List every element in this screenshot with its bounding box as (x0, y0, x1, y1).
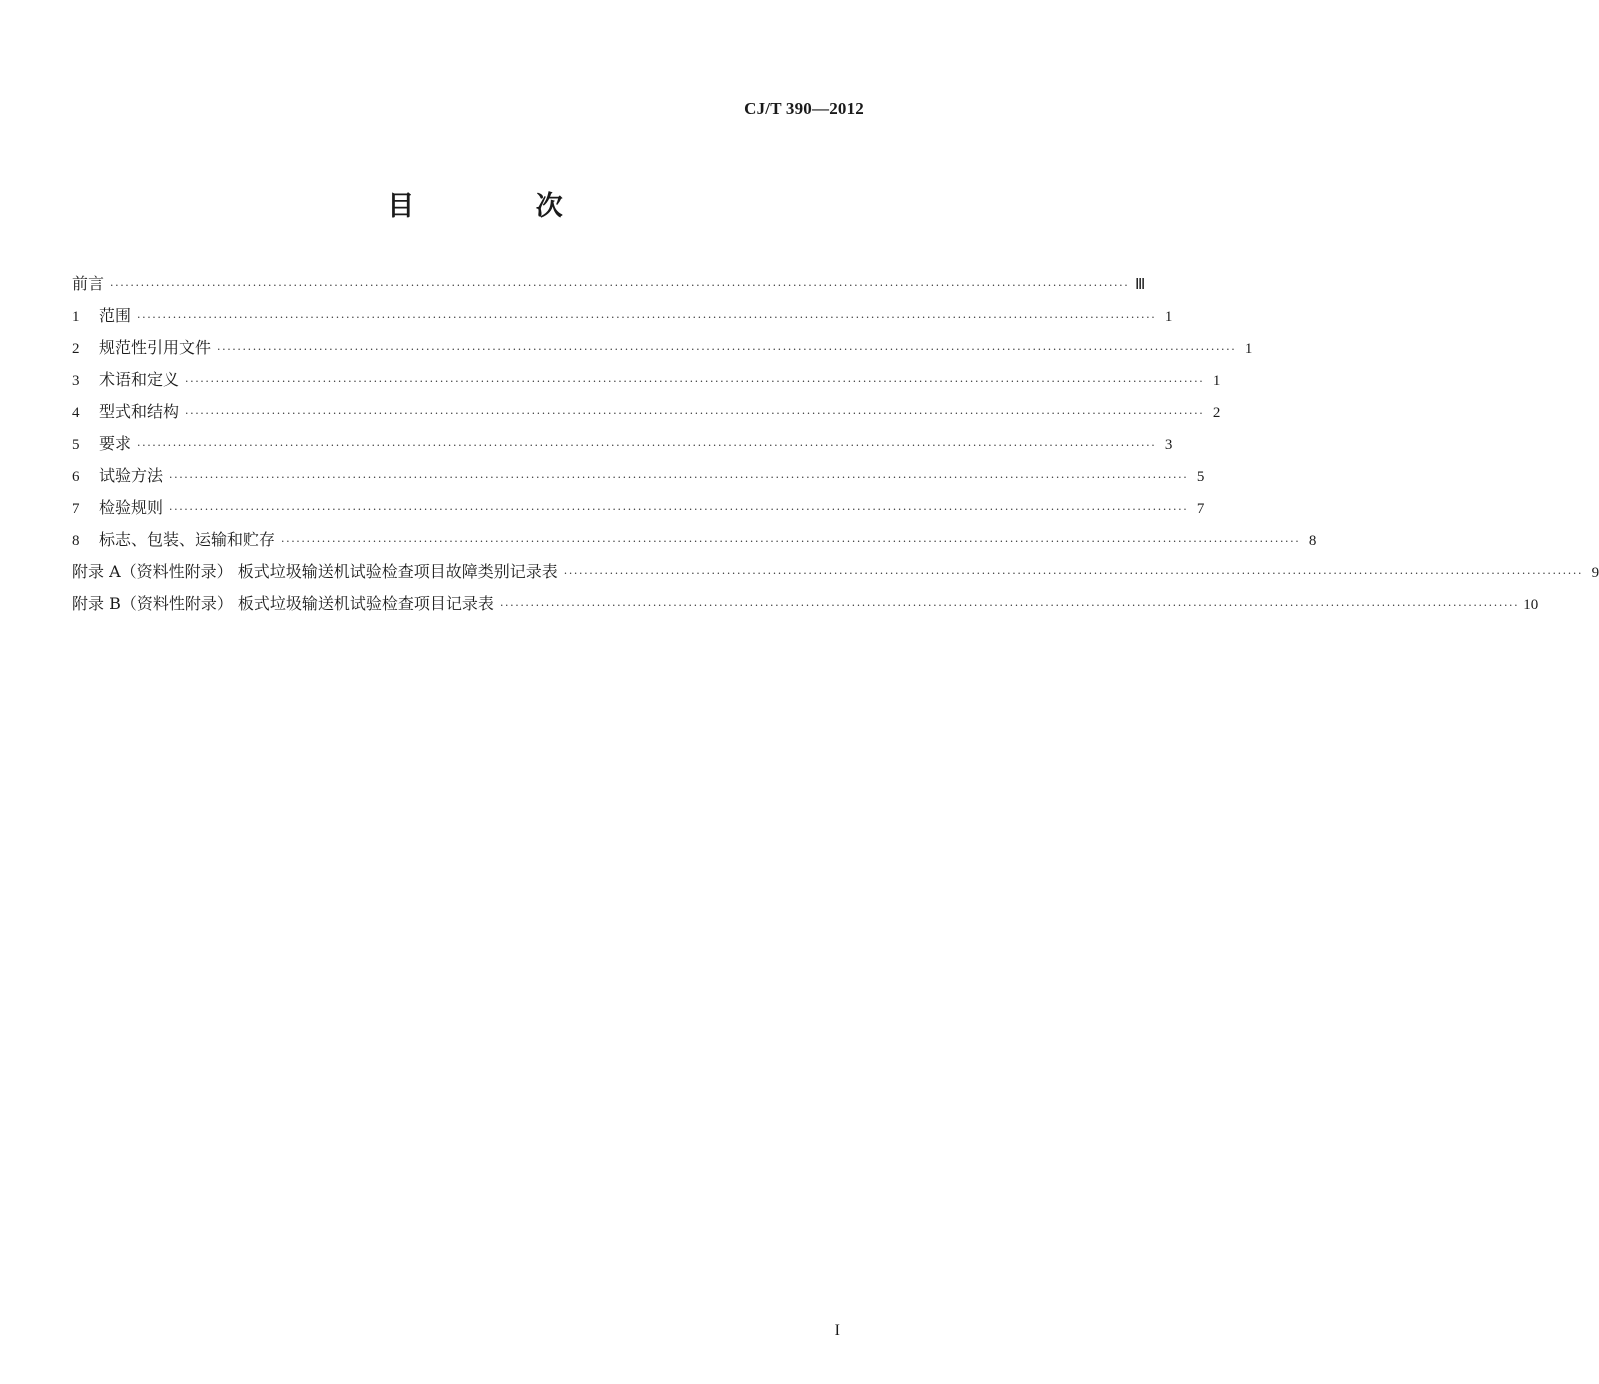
standard-code: CJ/T 390—2012 (744, 99, 864, 118)
toc-leader: ········································································································································································································ (185, 407, 1205, 420)
toc-entry-label: 前言 (72, 274, 105, 293)
toc-entry-terms-definitions[interactable] (72, 364, 1221, 396)
table-of-contents (72, 268, 1599, 620)
toc-leader: ········································································································································································································ (169, 503, 1189, 516)
toc-entry-label: 术语和定义 (99, 370, 180, 389)
toc-entry-label: 规范性引用文件 (99, 338, 212, 357)
toc-entry-number: 7 (72, 501, 80, 517)
toc-entry-page: 2 (1212, 405, 1221, 421)
toc-entry-page: 1 (1244, 341, 1253, 357)
toc-entry-marking-packaging[interactable] (72, 524, 1317, 556)
toc-entry-annex-b[interactable] (72, 588, 1539, 620)
toc-leader: ········································································································································································································ (499, 599, 1520, 612)
toc-leader: ········································································································································································································ (217, 343, 1237, 356)
toc-entry-page: 1 (1212, 373, 1221, 389)
toc-leader: ········································································································································································································ (169, 471, 1189, 484)
toc-entry-label: 范围 (99, 306, 132, 325)
toc-entry-number: 8 (72, 533, 80, 549)
toc-entry-page: 1 (1164, 309, 1173, 325)
toc-entry-page: 5 (1196, 469, 1205, 485)
page-number: I (834, 1322, 840, 1339)
toc-entry-normative-references[interactable] (72, 332, 1253, 364)
toc-leader: ········································································································································································································ (563, 567, 1584, 580)
toc-entry-number: 3 (72, 373, 80, 389)
toc-entry-number: 4 (72, 405, 80, 421)
toc-leader: ········································································································································································································ (185, 375, 1205, 388)
toc-entry-page: 8 (1308, 533, 1317, 549)
toc-leader: ········································································································································································································ (137, 439, 1157, 452)
toc-entry-page: 7 (1196, 501, 1205, 517)
toc-entry-requirements[interactable] (72, 428, 1173, 460)
toc-entry-label: 试验方法 (99, 466, 164, 485)
toc-entry-number: 2 (72, 341, 80, 357)
toc-entry-label: 标志、包装、运输和贮存 (99, 530, 276, 549)
toc-leader: ········································································································································································································ (137, 311, 1157, 324)
toc-entry-page: 9 (1591, 565, 1599, 581)
toc-entry-label: 检验规则 (99, 498, 164, 517)
toc-entry-number: 6 (72, 469, 80, 485)
toc-entry-scope[interactable] (72, 300, 1173, 332)
toc-entry-foreword[interactable] (72, 268, 1146, 300)
toc-entry-annex-a[interactable] (72, 556, 1599, 588)
toc-entry-inspection-rules[interactable] (72, 492, 1205, 524)
toc-entry-label: 附录 B（资料性附录） 板式垃圾输送机试验检查项目记录表 (72, 594, 494, 613)
toc-entry-label: 要求 (99, 434, 132, 453)
toc-entry-page: Ⅲ (1135, 277, 1146, 293)
toc-entry-number: 1 (72, 309, 80, 325)
toc-entry-types-structure[interactable] (72, 396, 1221, 428)
toc-entry-number: 5 (72, 437, 80, 453)
toc-entry-label: 型式和结构 (99, 402, 180, 421)
toc-entry-page: 3 (1164, 437, 1173, 453)
toc-entry-page: 10 (1523, 597, 1539, 613)
page-title: 目 次 (387, 191, 619, 222)
toc-entry-label: 附录 A（资料性附录） 板式垃圾输送机试验检查项目故障类别记录表 (72, 562, 558, 581)
toc-leader: ········································································································································································································ (110, 279, 1130, 292)
toc-entry-test-methods[interactable] (72, 460, 1205, 492)
toc-leader: ········································································································································································································ (281, 535, 1301, 548)
